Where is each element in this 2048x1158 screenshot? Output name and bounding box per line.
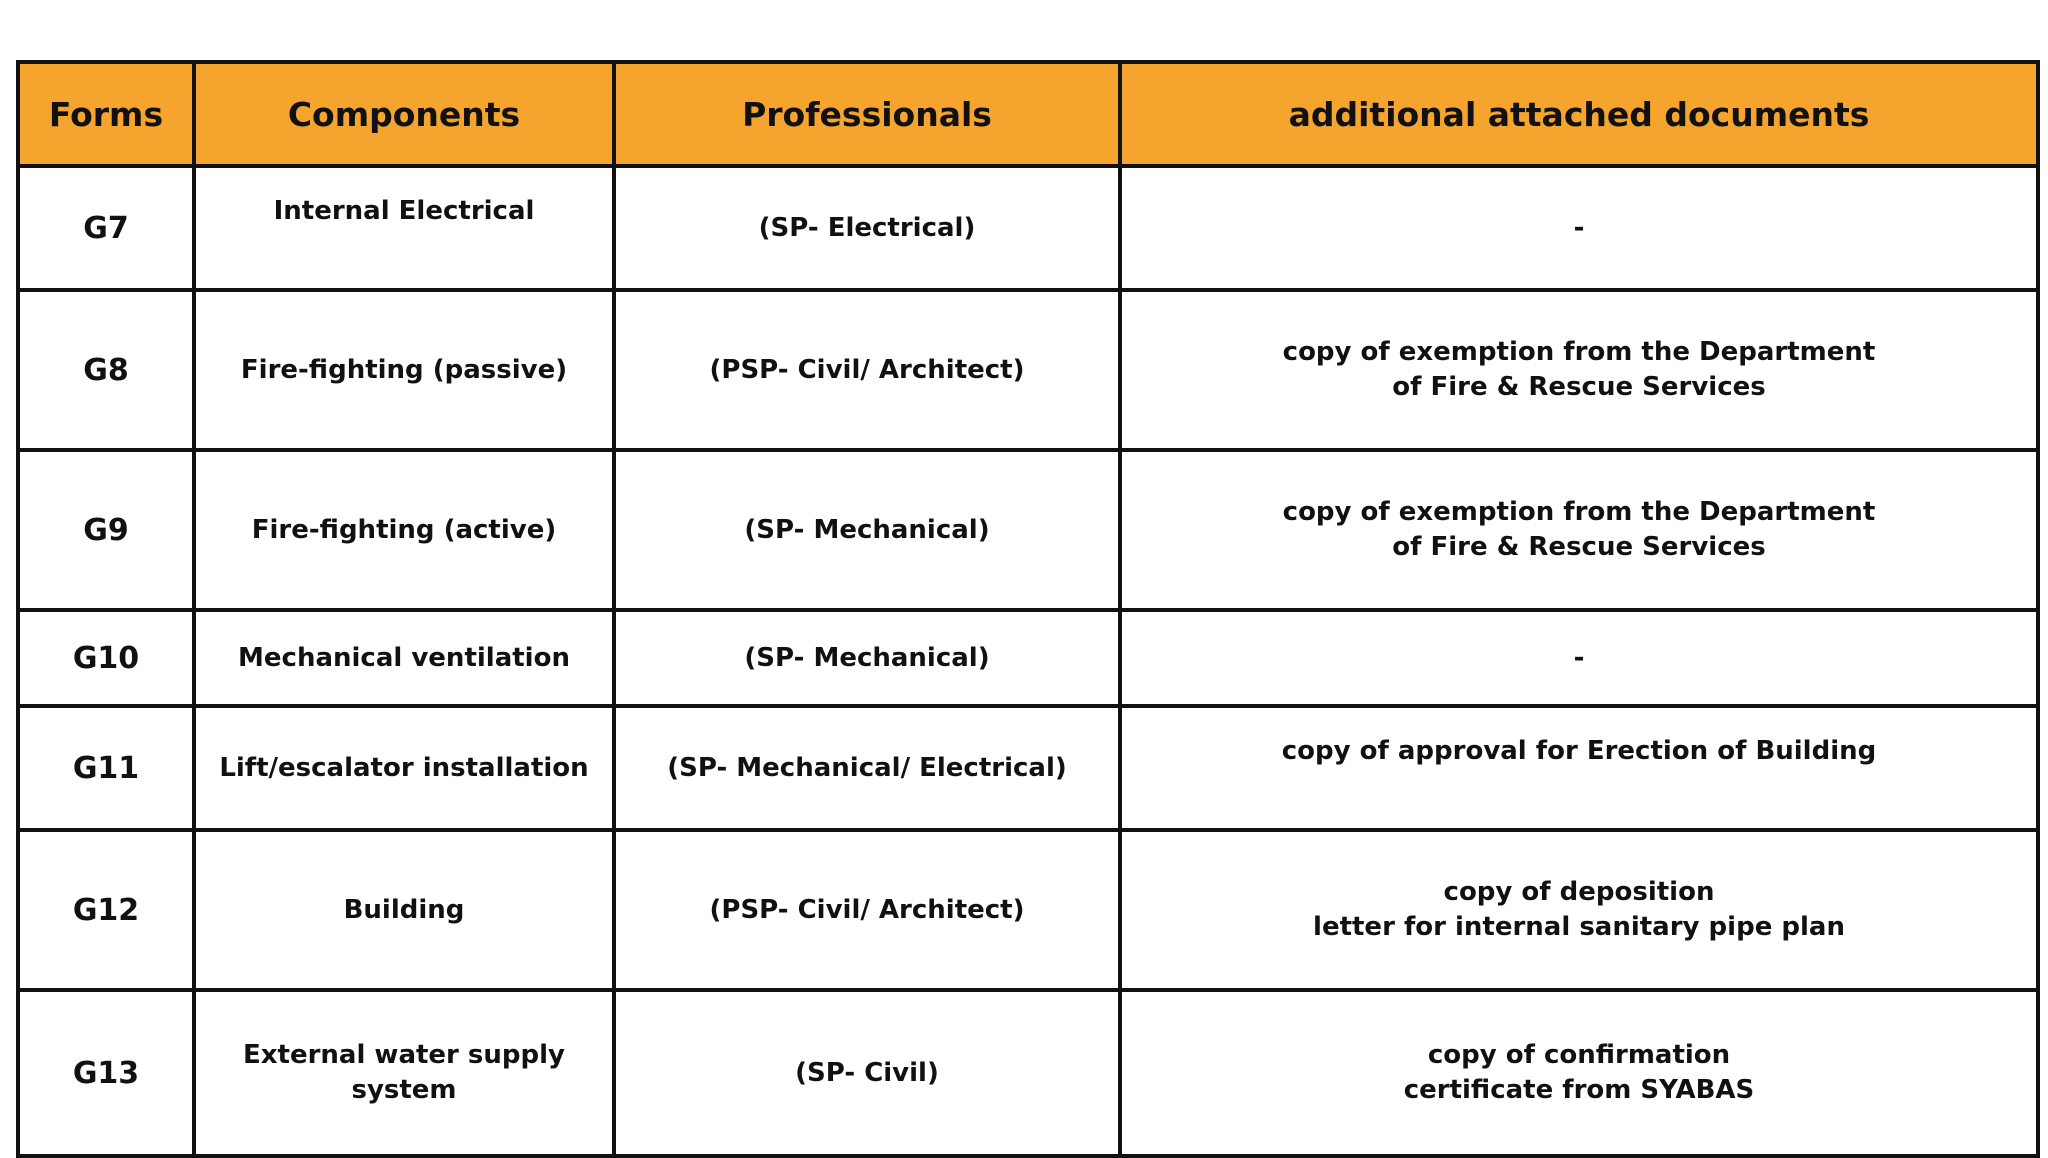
documents-cell: copy of confirmation certificate from SYABAS bbox=[1120, 990, 2038, 1156]
component-cell: Lift/escalator installation bbox=[194, 706, 614, 830]
form-cell: G8 bbox=[18, 290, 194, 450]
professional-cell: (SP- Electrical) bbox=[614, 166, 1120, 290]
documents-cell: - bbox=[1120, 610, 2038, 706]
component-cell: Fire-fighting (passive) bbox=[194, 290, 614, 450]
documents-cell: - bbox=[1120, 166, 2038, 290]
form-cell: G12 bbox=[18, 830, 194, 990]
table-row bbox=[18, 990, 2038, 1156]
professional-cell: (PSP- Civil/ Architect) bbox=[614, 290, 1120, 450]
table-row bbox=[18, 166, 2038, 290]
component-cell: Internal Electrical bbox=[194, 166, 614, 290]
component-cell: External water supply system bbox=[194, 990, 614, 1156]
form-cell: G7 bbox=[18, 166, 194, 290]
professional-cell: (SP- Mechanical) bbox=[614, 450, 1120, 610]
header-components: Components bbox=[194, 62, 614, 166]
documents-cell: copy of exemption from the Department of Fire & Rescue Services bbox=[1120, 290, 2038, 450]
form-cell: G11 bbox=[18, 706, 194, 830]
table-row bbox=[18, 610, 2038, 706]
documents-cell: copy of approval for Erection of Building bbox=[1120, 706, 2038, 830]
table-row bbox=[18, 830, 2038, 990]
form-cell: G13 bbox=[18, 990, 194, 1156]
component-cell: Building bbox=[194, 830, 614, 990]
professional-cell: (SP- Mechanical/ Electrical) bbox=[614, 706, 1120, 830]
table-row bbox=[18, 290, 2038, 450]
header-row bbox=[18, 62, 2038, 166]
component-cell: Fire-fighting (active) bbox=[194, 450, 614, 610]
professional-cell: (PSP- Civil/ Architect) bbox=[614, 830, 1120, 990]
header-additional-documents: additional attached documents bbox=[1120, 62, 2038, 166]
table-row bbox=[18, 706, 2038, 830]
documents-cell: copy of exemption from the Department of Fire & Rescue Services bbox=[1120, 450, 2038, 610]
forms-table bbox=[16, 60, 2040, 1158]
documents-cell: copy of deposition letter for internal sanitary pipe plan bbox=[1120, 830, 2038, 990]
header-professionals: Professionals bbox=[614, 62, 1120, 166]
table-row bbox=[18, 450, 2038, 610]
form-cell: G10 bbox=[18, 610, 194, 706]
professional-cell: (SP- Civil) bbox=[614, 990, 1120, 1156]
header-forms: Forms bbox=[18, 62, 194, 166]
component-cell: Mechanical ventilation bbox=[194, 610, 614, 706]
professional-cell: (SP- Mechanical) bbox=[614, 610, 1120, 706]
form-cell: G9 bbox=[18, 450, 194, 610]
